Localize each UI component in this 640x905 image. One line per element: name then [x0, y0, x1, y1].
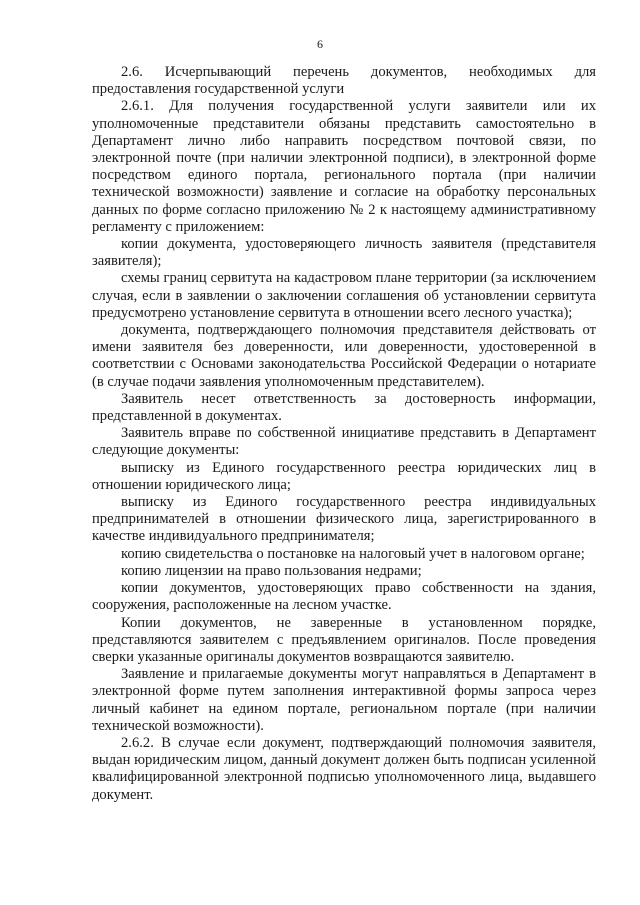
list-item-identity-document: копии документа, удостоверяющего личность заявителя (представителя заявителя);: [92, 236, 596, 270]
section-heading-2-6: 2.6. Исчерпывающий перечень документов, необходимых для предоставления государственной услуги: [92, 64, 596, 98]
document-body: [92, 64, 596, 804]
list-item-egrip-extract: выписку из Единого государственного реестра индивидуальных предпринимателей в отношении физического лица, зарегистрированного в качестве индивидуального предпринимателя;: [92, 494, 596, 545]
list-item-servitude-scheme: схемы границ сервитута на кадастровом плане территории (за исключением случая, если в заявлении о заключении соглашения об установлении сервитута предусмотрено установление сервитута в отношении всего лесного участка);: [92, 270, 596, 321]
paragraph-2-6-2: 2.6.2. В случае если документ, подтверждающий полномочия заявителя, выдан юридическим лицом, данный документ должен быть подписан усиленной квалифицированной электронной подписью уполномоченного лица, выдавшего документ.: [92, 734, 596, 803]
paragraph-responsibility: Заявитель несет ответственность за достоверность информации, представленной в документах.: [92, 390, 596, 425]
paragraph-own-initiative: Заявитель вправе по собственной инициативе представить в Департамент следующие документы:: [92, 425, 596, 459]
list-item-subsoil-license: копию лицензии на право пользования недрами;: [121, 562, 422, 579]
paragraph-2-6-1: 2.6.1. Для получения государственной услуги заявители или их уполномоченные представители обязаны представить самостоятельно в Департамент лично либо направить посредством почтовой связи, по электронной почте (при наличии электронной подписи), в электронной форме посредством единого портала, регионального портала (при наличии технической возможности) заявление и согласие на обработку персональных данных по форме согласно приложению № 2 к настоящему административному регламенту с приложением:: [92, 98, 596, 235]
list-item-egrul-extract: выписку из Единого государственного реестра юридических лиц в отношении юридического лица;: [92, 459, 596, 493]
page-number: 6: [317, 37, 323, 51]
list-item-ownership-documents: копии документов, удостоверяющих право собственности на здания, сооружения, расположенные на лесном участке.: [92, 580, 596, 614]
list-item-tax-certificate: копию свидетельства о постановке на налоговый учет в налоговом органе;: [121, 545, 585, 562]
list-item-authority-document: документа, подтверждающего полномочия представителя действовать от имени заявителя без доверенности, или доверенности, удостоверенной в соответствии с Основами законодательства Российской Федерации о нотариате (в случае подачи заявления уполномоченным представителем).: [92, 322, 596, 390]
paragraph-electronic-submission: Заявление и прилагаемые документы могут направляться в Департамент в электронной форме путем заполнения интерактивной формы запроса через личный кабинет на едином портале, региональном портале (при наличии технической возможности).: [92, 666, 596, 734]
paragraph-copies-originals: Копии документов, не заверенные в установленном порядке, представляются заявителем с предъявлением оригиналов. После проведения сверки указанные оригиналы документов возвращаются заявителю.: [92, 614, 596, 665]
